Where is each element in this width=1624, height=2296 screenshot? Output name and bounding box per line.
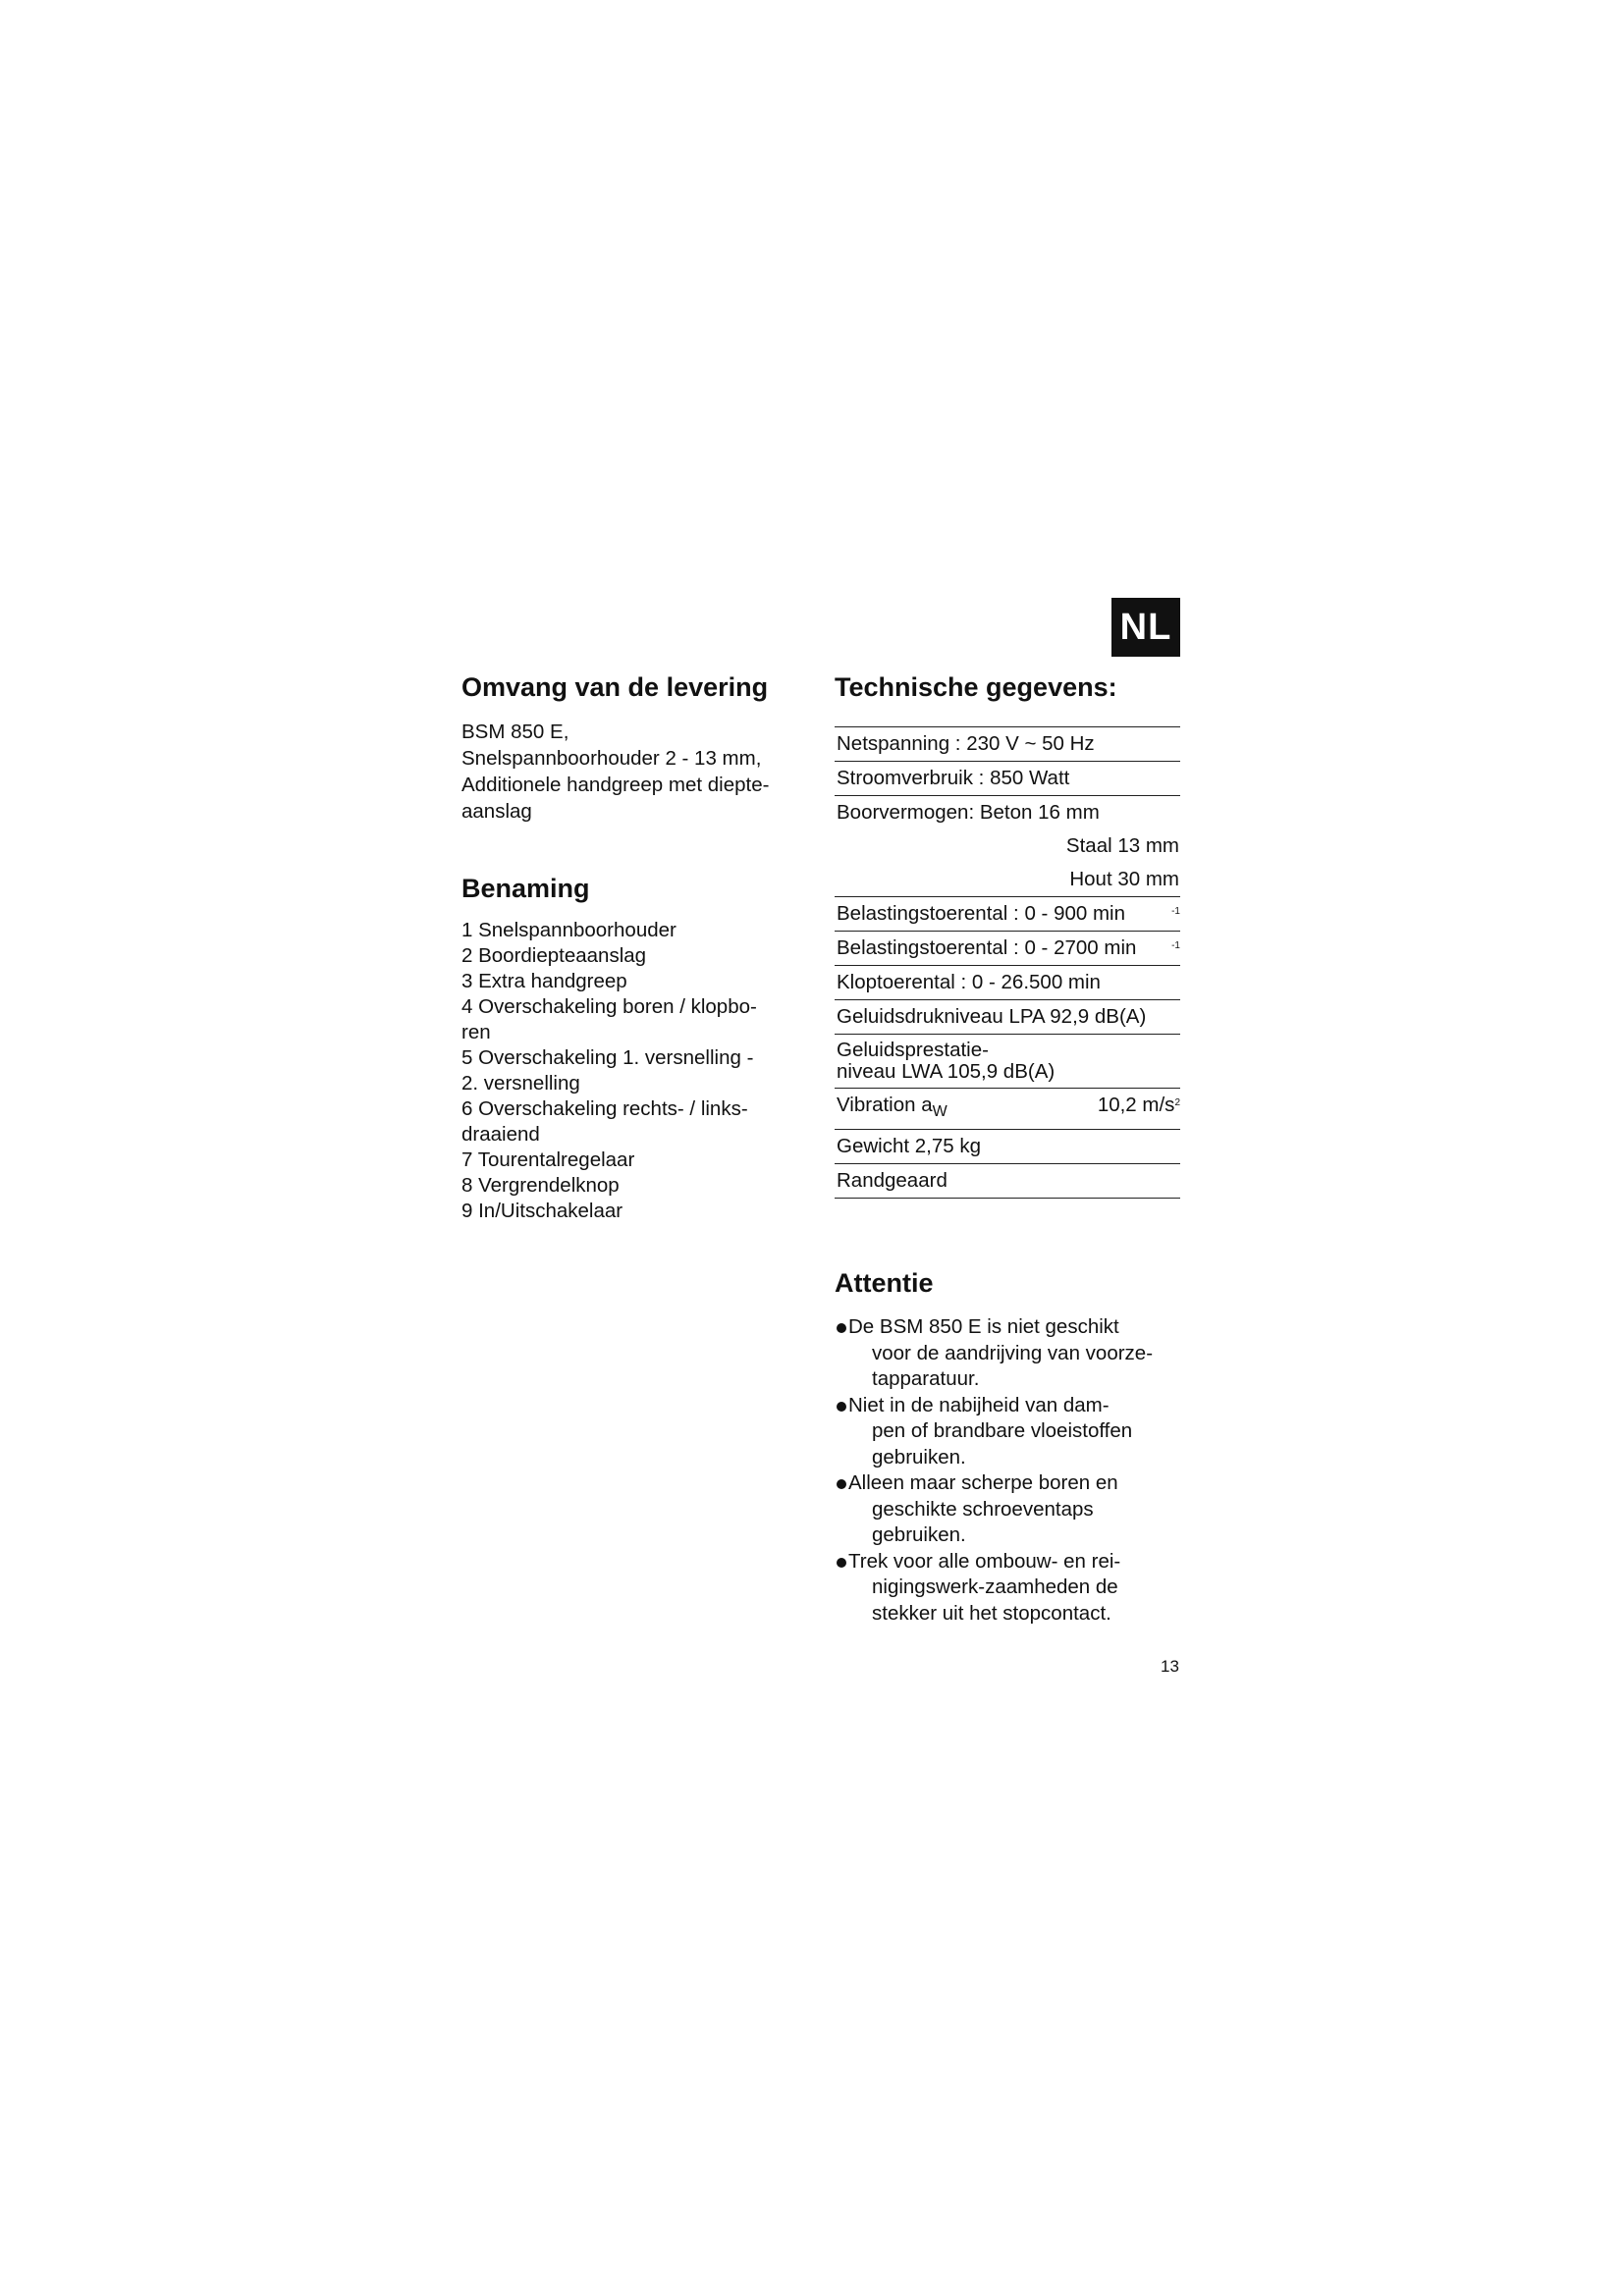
attention-list xyxy=(835,1314,1180,1627)
list-item: 1 Snelspannboorhouder xyxy=(461,919,677,941)
delivery-text xyxy=(461,719,805,825)
left-column xyxy=(461,667,805,1224)
bullet-icon xyxy=(837,1558,846,1568)
bullet-icon xyxy=(837,1323,846,1333)
list-item: 5 Overschakeling 1. versnelling - 2. versnelling xyxy=(461,1046,754,1095)
delivery-line: Additionele handgreep met diepte- xyxy=(461,774,770,796)
delivery-line: BSM 850 E, xyxy=(461,721,569,743)
list-item: 9 In/Uitschakelaar xyxy=(461,1200,623,1222)
list-item: 6 Overschakeling rechts- / links- draaiend xyxy=(461,1097,748,1146)
spec-row-power: Stroomverbruik : 850 Watt xyxy=(835,762,1180,796)
delivery-line: aanslag xyxy=(461,800,532,823)
language-badge: NL xyxy=(1111,598,1180,657)
spec-row-weight: Gewicht 2,75 kg xyxy=(835,1130,1180,1164)
list-item: De BSM 850 E is niet geschikt voor de aandrijving van voorze- tapparatuur. xyxy=(835,1314,1180,1393)
tech-heading: Technische gegevens: xyxy=(835,672,1117,702)
list-item: 7 Tourentalregelaar xyxy=(461,1148,635,1171)
parts-list xyxy=(461,918,805,1224)
attention-heading: Attentie xyxy=(835,1268,934,1298)
list-item: Alleen maar scherpe boren en geschikte schroeventaps gebruiken. xyxy=(835,1470,1180,1549)
spec-row-sound-power: Geluidsprestatie- niveau LWA 105,9 dB(A) xyxy=(835,1035,1180,1089)
spec-row-voltage: Netspanning : 230 V ~ 50 Hz xyxy=(835,727,1180,762)
spec-row-wood: Hout 30 mm xyxy=(835,863,1180,897)
spec-row-earthed: Randgeaard xyxy=(835,1164,1180,1199)
naming-heading: Benaming xyxy=(461,874,590,903)
spec-row-sound-pressure: Geluidsdrukniveau LPA 92,9 dB(A) xyxy=(835,1000,1180,1035)
spec-table xyxy=(835,726,1180,1199)
list-item: 4 Overschakeling boren / klopbo- ren xyxy=(461,995,757,1043)
spec-row-load-speed-1: Belastingstoerental : 0 - 900 min -1 xyxy=(835,897,1180,932)
right-column xyxy=(835,667,1180,1627)
bullet-icon xyxy=(837,1402,846,1412)
spec-row-drill-capacity: Boorvermogen: Beton 16 mm xyxy=(837,801,1100,824)
delivery-heading: Omvang van de levering xyxy=(461,672,769,702)
spec-row-load-speed-2: Belastingstoerental : 0 - 2700 min -1 xyxy=(835,932,1180,966)
spec-row-impact-rate: Kloptoerental : 0 - 26.500 min xyxy=(835,966,1180,1000)
bullet-icon xyxy=(837,1479,846,1489)
list-item: 2 Boordiepteaanslag xyxy=(461,944,647,967)
list-item: Trek voor alle ombouw- en rei- nigingswerk-zaamheden de stekker uit het stopcontact. xyxy=(835,1549,1180,1628)
spec-row-steel: Staal 13 mm xyxy=(1065,834,1179,857)
list-item: Niet in de nabijheid van dam- pen of brandbare vloeistoffen gebruiken. xyxy=(835,1393,1180,1471)
page-number: 13 xyxy=(1161,1657,1179,1676)
delivery-line: Snelspannboorhouder 2 - 13 mm, xyxy=(461,747,762,770)
list-item: 8 Vergrendelknop xyxy=(461,1174,620,1197)
list-item: 3 Extra handgreep xyxy=(461,970,627,992)
spec-row-vibration: Vibration $a_W$ 10,2 $m/s^2$ xyxy=(835,1089,1180,1130)
